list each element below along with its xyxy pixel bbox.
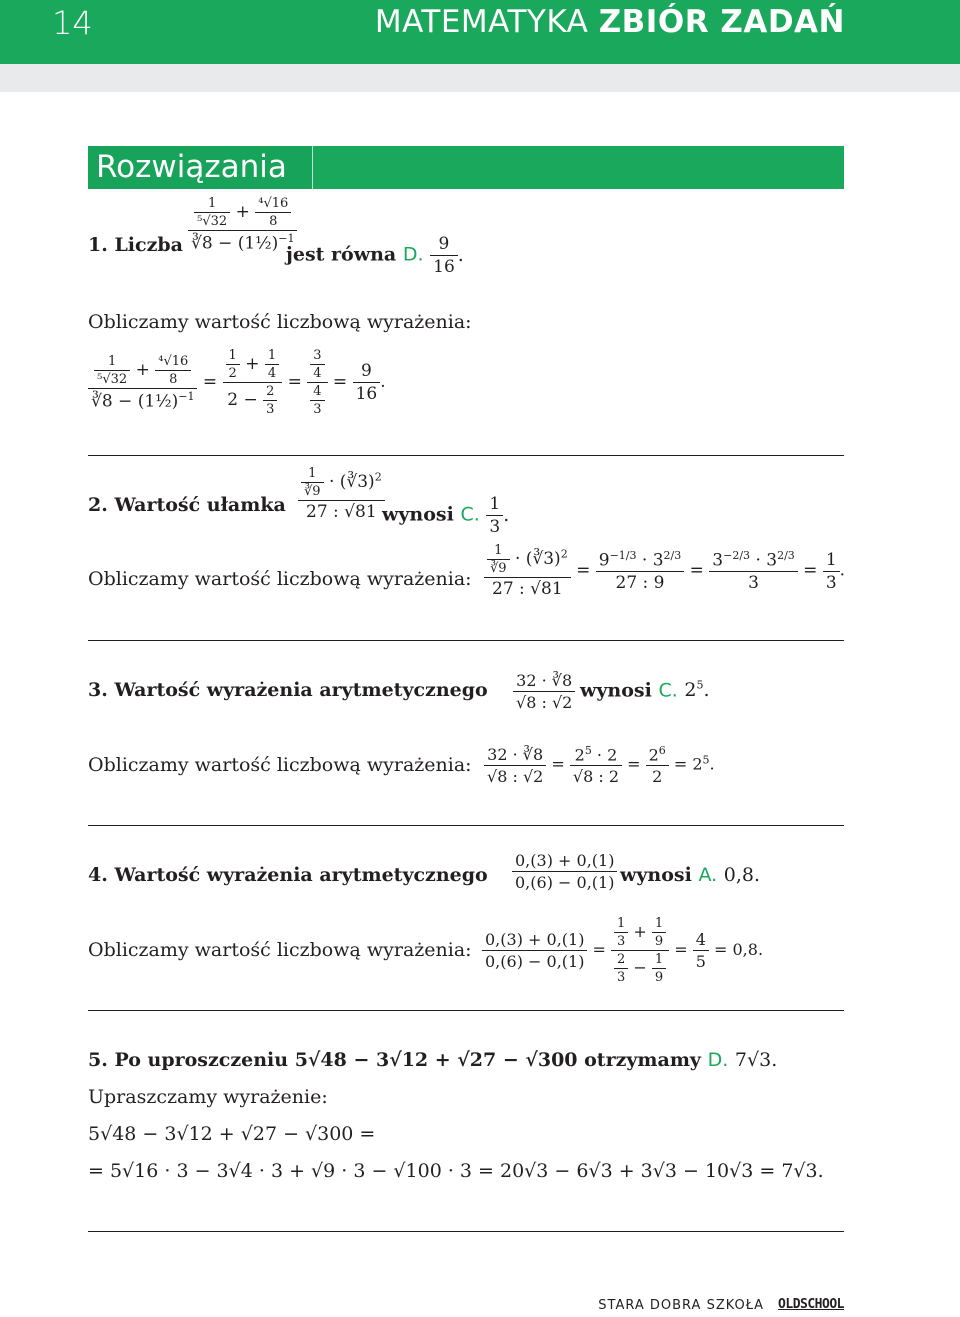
book-title: MATEMATYKA ZBIÓR ZADAŃ: [374, 4, 845, 40]
problem-4-statement: 4. Wartość wyrażenia arytmetycznego: [88, 864, 488, 886]
problem-5-line-1: 5√48 − 3√12 + √27 − √300 =: [88, 1123, 376, 1145]
problem-2-expression: $\frac{1}{∛9}$ · (∛3)$^2$ 27 : √81: [298, 466, 385, 522]
problem-1-intro: Obliczamy wartość liczbową wyrażenia:: [88, 311, 472, 333]
problem-2-intro: Obliczamy wartość liczbową wyrażenia:: [88, 568, 472, 590]
divider: [88, 455, 844, 456]
problem-2-answer: wynosi C. $\frac{1}{3}$ .: [382, 494, 510, 537]
problem-3-expression: $\frac{32 \cdot ∛8}{√8 : √2}$: [513, 671, 575, 712]
problem-3-working: $\frac{32 \cdot ∛8}{√8 : √2}$ = $\frac{2^5 \cdot 2}{√8 : 2}$ = $\frac{2^6}{2}$ = $2^5$.: [484, 744, 715, 786]
problem-4-answer: wynosi A. 0,8.: [620, 864, 761, 886]
page-header: [0, 0, 960, 64]
header-shadow: [0, 64, 960, 92]
divider: [88, 1231, 844, 1232]
problem-4-expression: $\frac{0,(3) + 0,(1)}{0,(6) - 0,(1)}$: [512, 851, 617, 892]
problem-2-statement: 2. Wartość ułamka: [88, 494, 286, 516]
problem-1-answer: jest równa D. $\frac{9}{16}$ .: [286, 234, 464, 277]
problem-1-working: $\frac{1}{\text{⁵√32}}$ + $\frac{\text{⁴√16}}{8}$ ∛8 − (1½)$^{-1}$ = $\frac{1}{2}$ + $\frac{1}{4}$ 2 − $\frac{2}{3}$ = $\frac{\frac{3}{4}}{\frac{4}{3}}$ = $\frac{9}{16}$ .: [88, 348, 386, 417]
footer-text: STARA DOBRA SZKOŁA: [598, 1298, 764, 1313]
problem-5-intro: Upraszczamy wyrażenie:: [88, 1086, 328, 1108]
footer-logo: OLDSCHOOL: [778, 1297, 844, 1312]
problem-1-statement: 1. Liczba: [88, 234, 183, 256]
section-bar: [88, 146, 844, 189]
problem-3-intro: Obliczamy wartość liczbową wyrażenia:: [88, 754, 472, 776]
problem-3-answer: wynosi C. $2^5$.: [580, 679, 710, 702]
section-title: Rozwiązania: [88, 146, 312, 189]
problem-4-working: $\frac{0,(3) + 0,(1)}{0,(6) - 0,(1)}$ = $\frac{1}{3}$ + $\frac{1}{9}$ $\frac{2}{3}$ − $\frac{1}{9}$ = $\frac{4}{5}$ = 0,8.: [482, 916, 763, 985]
divider: [88, 825, 844, 826]
page-number: 14: [52, 4, 93, 42]
problem-1-expression: $\frac{1}{\text{⁵√32}}$ + $\frac{\text{⁴√16}}{8}$ ∛8 − (1½)$^{-1}$: [188, 196, 297, 254]
problem-5-line-2: = 5√16 · 3 − 3√4 · 3 + √9 · 3 − √100 · 3 = 20√3 − 6√3 + 3√3 − 10√3 = 7√3.: [88, 1160, 824, 1182]
problem-3-statement: 3. Wartość wyrażenia arytmetycznego: [88, 679, 488, 701]
divider: [88, 640, 844, 641]
problem-5-statement: 5. Po uproszczeniu 5√48 − 3√12 + √27 − √300 otrzymamy D. 7√3.: [88, 1049, 778, 1071]
problem-2-working: $\frac{1}{∛9}$ · (∛3)$^2$ 27 : √81 = $\frac{9^{-1/3} \cdot 3^{2/3}}{27 : 9}$ = $\frac{3^{-2/3} \cdot 3^{2/3}}{3}$ = $\frac{1}{3}$ .: [484, 543, 845, 599]
divider: [88, 1010, 844, 1011]
problem-4-intro: Obliczamy wartość liczbową wyrażenia:: [88, 939, 472, 961]
